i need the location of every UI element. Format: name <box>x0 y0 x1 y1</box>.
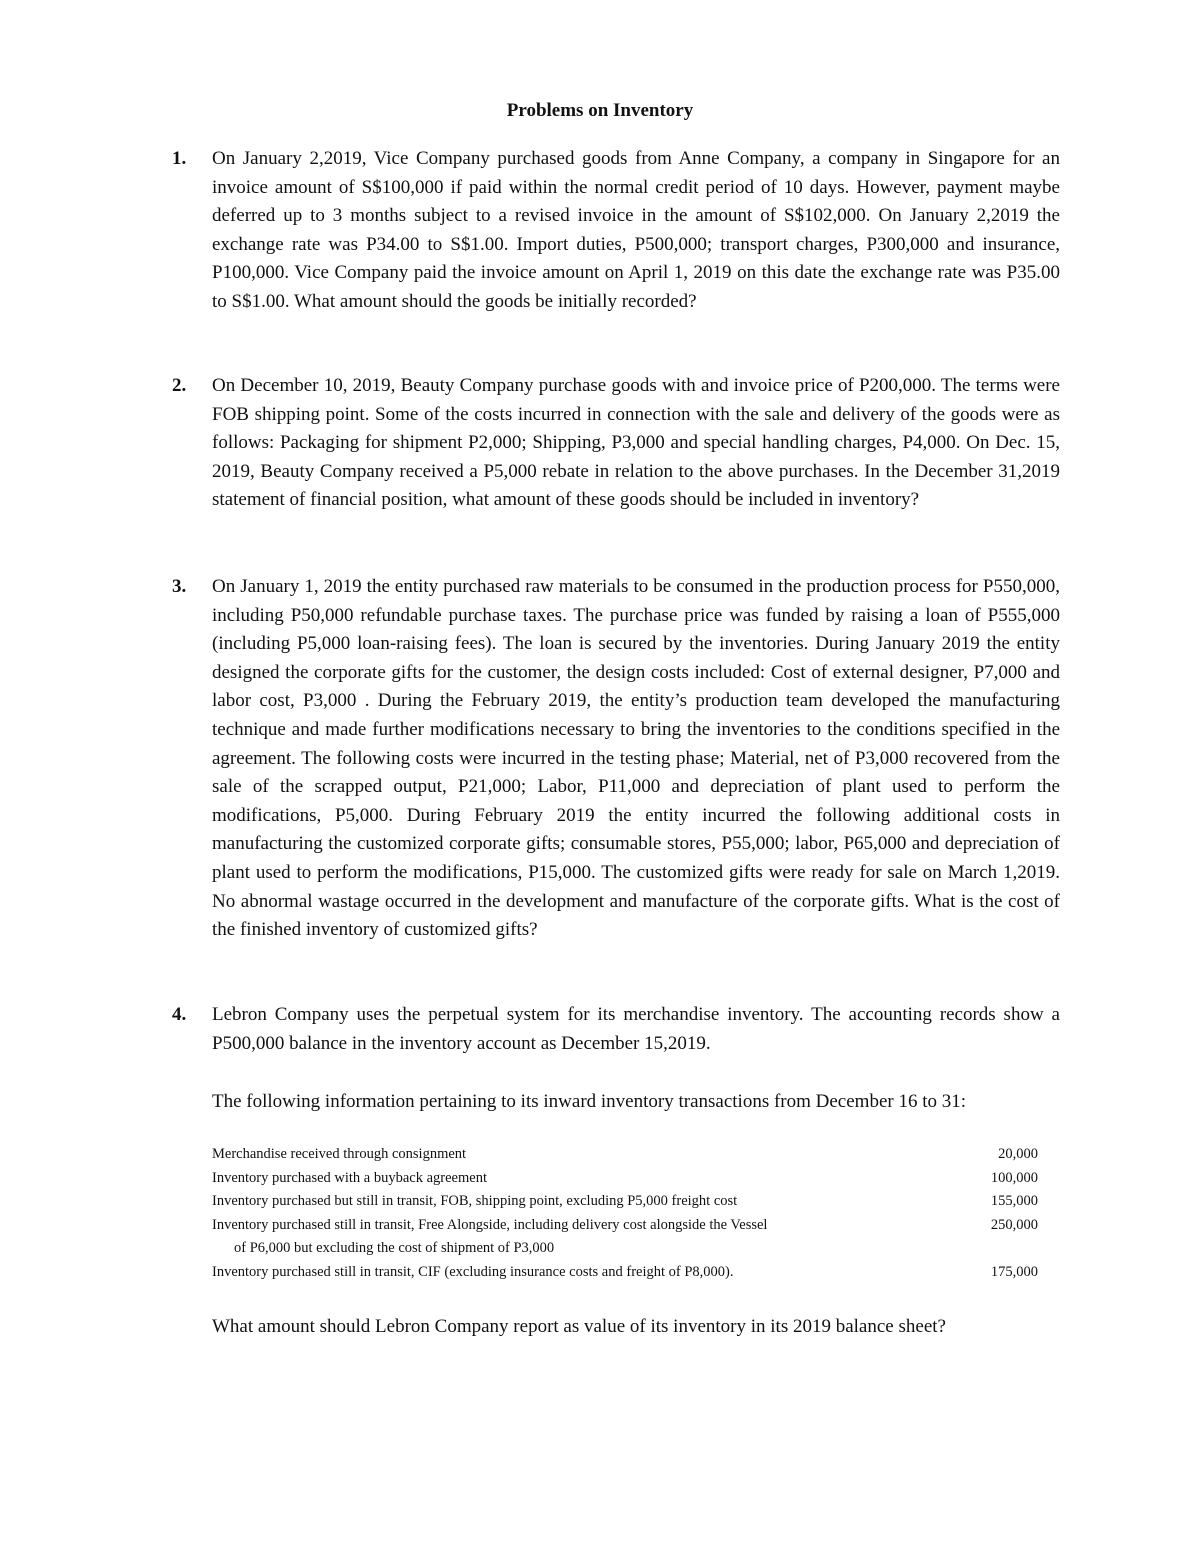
item-description: Inventory purchased with a buyback agreement <box>212 1169 487 1186</box>
item-description: Inventory purchased still in transit, Free Alongside, including delivery cost alongside the Vessel <box>212 1216 768 1233</box>
item-description: Inventory purchased still in transit, CIF (excluding insurance costs and freight of P8,000). <box>212 1263 734 1280</box>
problem-text: On January 2,2019, Vice Company purchased goods from Anne Company, a company in Singapore for an invoice amount of S$100,000 if paid within the normal credit period of 10 days. However, payment maybe deferred up to 3 months subject to a revised invoice in the amount of S$102,000. On January 2,2019 the exchange rate was P34.00 to S$1.00. Import duties, P500,000; transport charges, P300,000 and insurance, P100,000. Vice Company paid the invoice amount on April 1, 2019 on this date the exchange rate was P35.00 to S$1.00. What amount should the goods be initially recorded? <box>212 148 1060 312</box>
item-description-block <box>212 1214 912 1261</box>
table-row <box>212 1261 1038 1285</box>
final-question: What amount should Lebron Company report as value of its inventory in its 2019 balance sheet? <box>212 1316 946 1337</box>
problem-number: 1. <box>172 148 187 169</box>
problem-text: On December 10, 2019, Beauty Company purchase goods with and invoice price of P200,000. The terms were FOB shipping point. Some of the costs incurred in connection with the sale and delivery of the goods were as follows: Packaging for shipment P2,000; Shipping, P3,000 and special handling charges, P4,000. On Dec. 15, 2019, Beauty Company received a P5,000 rebate in relation to the above purchases. In the December 31,2019 statement of financial position, what amount of these goods should be included in inventory? <box>212 375 1060 511</box>
table-row <box>212 1143 1038 1167</box>
problem-3 <box>172 573 1060 945</box>
problem-text: On January 1, 2019 the entity purchased raw materials to be consumed in the production process for P550,000, including P50,000 refundable purchase taxes. The purchase price was funded by raising a loan of P555,000 (including P5,000 loan-raising fees). The loan is secured by the inventories. During January 2019 the entity designed the corporate gifts for the customer, the design costs included: Cost of external designer, P7,000 and labor cost, P3,000 . During the February 2019, the entity’s production team developed the manufacturing technique and made further modifications necessary to bring the inventories to the conditions specified in the agreement. The following costs were incurred in the testing phase; Material, net of P3,000 recovered from the sale of the scrapped output, P21,000; Labor, P11,000 and depreciation of plant used to perform the modifications, P5,000. During February 2019 the entity incurred the following additional costs in manufacturing the customized corporate gifts; consumable stores, P55,000; labor, P65,000 and depreciation of plant used to perform the modifications, P15,000. The customized gifts were ready for sale on March 1,2019. No abnormal wastage occurred in the development and manufacture of the corporate gifts. What is the cost of the finished inventory of customized gifts? <box>212 576 1060 941</box>
problem-2 <box>172 372 1060 515</box>
table-row <box>212 1190 1038 1214</box>
problem-1 <box>172 145 1060 317</box>
item-description: Inventory purchased but still in transit, FOB, shipping point, excluding P5,000 freight cost <box>212 1193 738 1209</box>
item-amount: 100,000 <box>990 1169 1038 1186</box>
inventory-transactions-table <box>212 1143 1038 1284</box>
item-amount: 20,000 <box>998 1146 1038 1162</box>
item-amount: 175,000 <box>990 1263 1038 1280</box>
item-description: Merchandise received through consignment <box>212 1146 467 1162</box>
transactions-intro: The following information pertaining to its inward inventory transactions from December 16 to 31: <box>212 1091 967 1112</box>
problem-number: 2. <box>172 375 187 396</box>
problem-text: Lebron Company uses the perpetual system for its merchandise inventory. The accounting records show a P500,000 balance in the inventory account as December 15,2019. <box>212 1004 1060 1054</box>
problem-number: 3. <box>172 576 187 597</box>
problem-number: 4. <box>172 1004 187 1025</box>
problem-4 <box>172 1001 1060 1058</box>
table-row <box>212 1167 1038 1191</box>
item-amount: 250,000 <box>990 1216 1038 1233</box>
table-row <box>212 1214 1038 1261</box>
document-title: Problems on Inventory <box>506 100 694 121</box>
item-description-continued: of P6,000 but excluding the cost of shipment of P3,000 <box>234 1240 555 1256</box>
item-amount: 155,000 <box>990 1193 1038 1209</box>
